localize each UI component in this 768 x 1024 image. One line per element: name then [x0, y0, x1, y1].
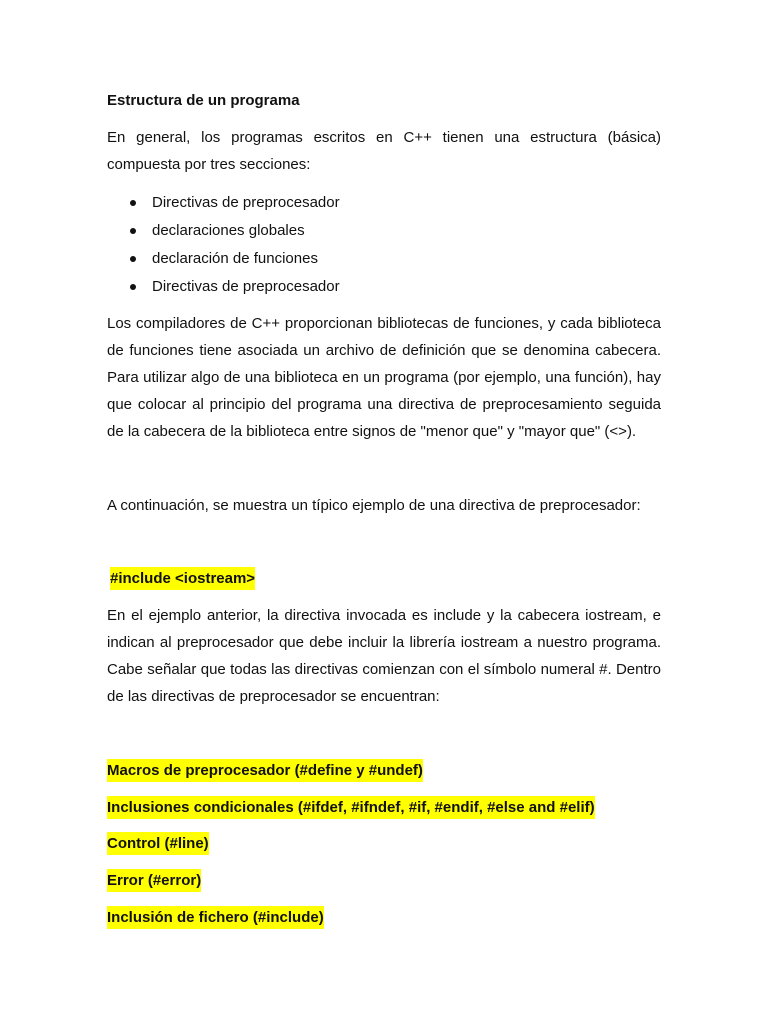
directive-item: Error (#error): [107, 867, 661, 894]
bullet-icon: [130, 200, 136, 206]
list-item: Directivas de preprocesador: [107, 189, 661, 217]
bullet-icon: [130, 228, 136, 234]
sections-list: [107, 189, 661, 301]
directive-item: Inclusiones condicionales (#ifdef, #ifndef, #if, #endif, #else and #elif): [107, 794, 661, 821]
page-title: Estructura de un programa: [107, 92, 300, 109]
code-example-text: #include <iostream>: [110, 567, 255, 590]
bullet-icon: [130, 256, 136, 262]
list-item: Directivas de preprocesador: [107, 273, 661, 301]
directive-item: Macros de preprocesador (#define y #undef): [107, 757, 661, 784]
list-item: declaraciones globales: [107, 217, 661, 245]
example-intro-paragraph: A continuación, se muestra un típico ejemplo de una directiva de preprocesador:: [107, 497, 641, 514]
libraries-paragraph: Los compiladores de C++ proporcionan bibliotecas de funciones, y cada biblioteca de funciones tiene asociada un archivo de definición que se denomina cabecera. Para utilizar algo de una biblioteca en un programa (por ejemplo, una función), hay que colocar al principio del programa una directiva de preprocesamiento seguida de la cabecera de la biblioteca entre signos de "menor que" y "mayor que" (<>).: [107, 315, 661, 440]
directive-item: Control (#line): [107, 830, 661, 857]
bullet-icon: [130, 284, 136, 290]
directive-item: Inclusión de fichero (#include): [107, 904, 661, 931]
code-example: [110, 565, 664, 592]
list-item: declaración de funciones: [107, 245, 661, 273]
explanation-paragraph: En el ejemplo anterior, la directiva invocada es include y la cabecera iostream, e indican al preprocesador que debe incluir la librería iostream a nuestro programa. Cabe señalar que todas las directivas comienzan con el símbolo numeral #. Dentro de las directivas de preprocesador se encuentran:: [107, 607, 661, 705]
intro-paragraph: En general, los programas escritos en C++ tienen una estructura (básica) compuesta por tres secciones:: [107, 129, 661, 173]
